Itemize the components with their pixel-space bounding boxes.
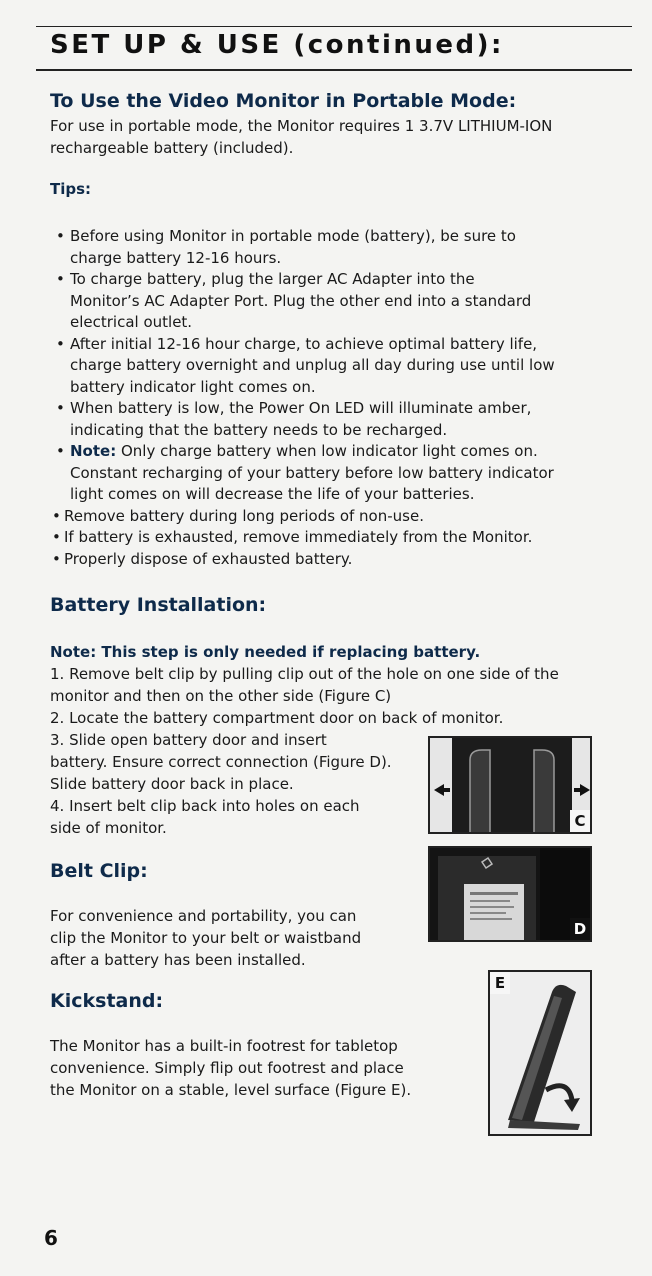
figure-d [428,846,592,942]
belt-clip-heading: Belt Clip: [50,860,148,882]
figure-c-label: C [570,810,590,832]
kickstand-illustration [490,972,592,1136]
battery-step-3a: 3. Slide open battery door and insert [50,731,327,749]
kickstand-heading: Kickstand: [50,990,164,1012]
kickstand-line-1: The Monitor has a built-in footrest for tabletop [50,1037,398,1055]
figure-c [428,736,592,834]
belt-clip-illustration [430,738,592,834]
tip-item: • Properly dispose of exhausted battery. [50,549,610,571]
tips-list [50,226,610,570]
battery-door-illustration [430,848,592,942]
tip-item: • After initial 12-16 hour charge, to achieve optimal battery life, charge battery overnight and unplug all day during use until low battery indicator light comes on. [50,334,610,399]
battery-step-2: 2. Locate the battery compartment door on back of monitor. [50,709,504,727]
figure-d-label: D [570,918,590,940]
battery-step-3c: Slide battery door back in place. [50,775,294,793]
battery-step-1b: monitor and then on the other side (Figure C) [50,687,392,705]
kickstand-line-3: the Monitor on a stable, level surface (Figure E). [50,1081,412,1099]
battery-step-1a: 1. Remove belt clip by pulling clip out of the hole on one side of the [50,665,559,683]
battery-note: Note: This step is only needed if replacing battery. [50,643,481,661]
portable-mode-line-1: For use in portable mode, the Monitor requires 1 3.7V LITHIUM-ION [50,117,553,135]
figure-e [488,970,592,1136]
battery-step-4b: side of monitor. [50,819,167,837]
tip-item: • If battery is exhausted, remove immediately from the Monitor. [50,527,610,549]
tips-heading: Tips: [50,180,92,198]
battery-step-3b: battery. Ensure correct connection (Figure D). [50,753,392,771]
tip-item: • When battery is low, the Power On LED will illuminate amber, indicating that the battery needs to be recharged. [50,398,610,441]
title-rule-top [36,26,632,27]
battery-installation-heading: Battery Installation: [50,594,267,616]
portable-mode-line-2: rechargeable battery (included). [50,139,294,157]
kickstand-line-2: convenience. Simply flip out footrest and place [50,1059,404,1077]
title-rule-bottom [36,69,632,71]
page-title: SET UP & USE (continued): [50,30,504,60]
tip-item-note: • Note: Only charge battery when low indicator light comes on. Constant recharging of your battery before low battery indicator light comes on will decrease the life of your batteries. [50,441,610,506]
page-number: 6 [44,1226,58,1250]
belt-clip-line-3: after a battery has been installed. [50,951,306,969]
belt-clip-line-1: For convenience and portability, you can [50,907,357,925]
figure-e-label: E [490,972,510,994]
belt-clip-line-2: clip the Monitor to your belt or waistband [50,929,362,947]
tip-item: • Remove battery during long periods of non-use. [50,506,610,528]
tip-item: • Before using Monitor in portable mode (battery), be sure to charge battery 12-16 hours. [50,226,610,269]
note-label: Note: [70,442,117,460]
portable-mode-heading: To Use the Video Monitor in Portable Mode: [50,90,517,112]
battery-step-4a: 4. Insert belt clip back into holes on each [50,797,360,815]
tip-item: • To charge battery, plug the larger AC Adapter into the Monitor’s AC Adapter Port. Plug the other end into a standard electrical outlet. [50,269,610,334]
